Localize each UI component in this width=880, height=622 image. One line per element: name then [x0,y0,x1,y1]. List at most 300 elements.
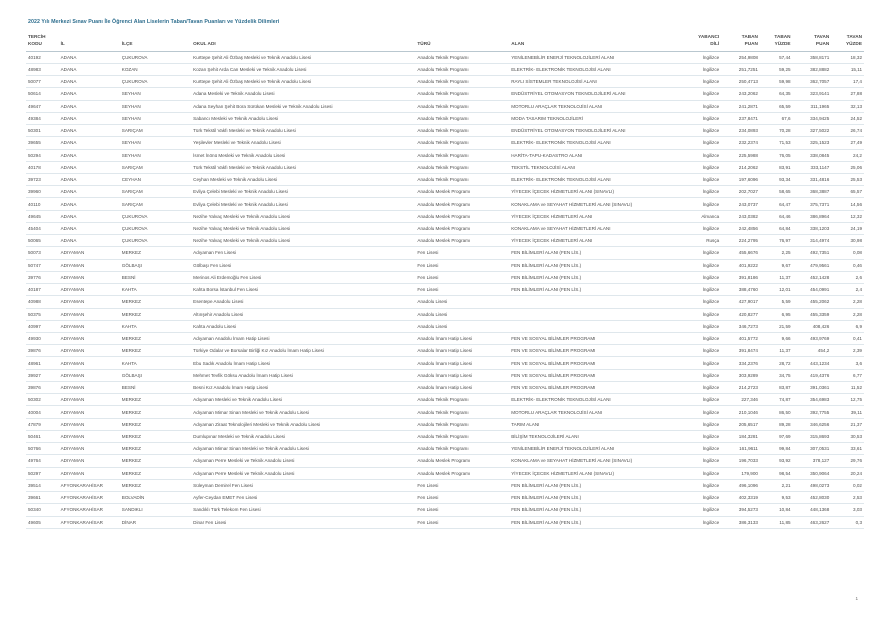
cell-ilce: KOZAN [120,63,191,75]
cell-tercih-kodu: 40004 [26,406,59,418]
cell-tercih-kodu: 50073 [26,247,59,259]
cell-turu: Anadolu İmam Hatip Lisesi [415,357,509,369]
cell-turu: Anadolu Teknik Programı [415,88,509,100]
column-header-tercih-kodu [26,33,59,51]
cell-il: ADIYAMAN [59,394,120,406]
cell-taban-yuzde: 59,25 [760,63,793,75]
cell-okul-adi: Sandıklı Türk Telekom Fen Lisesi [191,504,415,516]
table-row [26,222,864,234]
cell-yabanci-dili: İngilizce [682,333,721,345]
cell-okul-adi: Adana Mesleki ve Teknik Anadolu Lisesi [191,88,415,100]
cell-tavan-puan: 346,6256 [793,418,832,430]
cell-ilce: ÇUKUROVA [120,76,191,88]
cell-tavan-puan: 443,1234 [793,357,832,369]
cell-taban-yuzde: 83,87 [760,381,793,393]
table-row [26,198,864,210]
cell-tercih-kodu: 40178 [26,161,59,173]
cell-tavan-puan: 314,4974 [793,235,832,247]
cell-turu: Anadolu Meslek Programı [415,210,509,222]
cell-tercih-kodu: 50297 [26,467,59,479]
cell-turu: Anadolu Meslek Programı [415,186,509,198]
cell-yabanci-dili: İngilizce [682,492,721,504]
cell-yabanci-dili: İngilizce [682,100,721,112]
cell-okul-adi: Kahta Borsa İstanbul Fen Lisesi [191,284,415,296]
table-row [26,210,864,222]
cell-ilce: CEYHAN [120,173,191,185]
cell-okul-adi: Adıyaman Fen Lisesi [191,247,415,259]
cell-yabanci-dili: İngilizce [682,222,721,234]
cell-taban-puan: 303,9289 [721,369,760,381]
cell-okul-adi: Türkiye Odalar ve Borsalar Birliği Kız Anadolu İmam Hatip Lisesi [191,345,415,357]
cell-ilce: MERKEZ [120,394,191,406]
cell-tavan-puan: 419,4376 [793,369,832,381]
cell-il: ADANA [59,88,120,100]
cell-taban-yuzde: 9,66 [760,333,793,345]
cell-il: ADANA [59,198,120,210]
cell-ilce: MERKEZ [120,467,191,479]
cell-tavan-puan: 338,1203 [793,222,832,234]
cell-turu: Anadolu Meslek Programı [415,235,509,247]
cell-tavan-yuzde: 2,39 [831,345,864,357]
cell-alan: MODA TASARIM TEKNOLOJİLERİ [509,112,682,124]
scores-table [26,33,864,529]
cell-tavan-yuzde: 17,4 [831,76,864,88]
cell-turu: Fen Lisesi [415,479,509,491]
cell-okul-adi: Altınşehir Anadolu Lisesi [191,308,415,320]
table-header-row [26,33,864,51]
table-row [26,149,864,161]
table-header [26,33,864,51]
cell-yabanci-dili: Almanca [682,210,721,222]
cell-turu: Anadolu Teknik Programı [415,149,509,161]
cell-alan: FEN VE SOSYAL BİLİMLER PROGRAMI [509,345,682,357]
table-row [26,394,864,406]
cell-tercih-kodu: 49384 [26,112,59,124]
cell-turu: Anadolu Teknik Programı [415,406,509,418]
cell-taban-puan: 334,2376 [721,357,760,369]
cell-il: AFYONKARAHİSAR [59,479,120,491]
cell-tavan-puan: 452,1428 [793,271,832,283]
cell-alan: FEN VE SOSYAL BİLİMLER PROGRAMI [509,357,682,369]
cell-okul-adi: Kurttepe Şehit Ali Özbaş Mesleki ve Teknik Anadolu Lisesi [191,51,415,63]
cell-tavan-yuzde: 27,88 [831,88,864,100]
cell-tercih-kodu: 50301 [26,125,59,137]
cell-taban-puan: 386,3133 [721,516,760,528]
cell-il: ADANA [59,125,120,137]
cell-il: ADIYAMAN [59,345,120,357]
cell-il: ADIYAMAN [59,247,120,259]
cell-taban-puan: 401,9222 [721,259,760,271]
cell-taban-yuzde: 70,28 [760,125,793,137]
cell-taban-yuzde: 2,25 [760,247,793,259]
table-row [26,492,864,504]
cell-ilce: SARIÇAM [120,161,191,173]
cell-yabanci-dili: İngilizce [682,125,721,137]
cell-alan: FEN VE SOSYAL BİLİMLER PROGRAMI [509,333,682,345]
cell-okul-adi: Adıyaman Mesleki ve Teknik Anadolu Lisesi [191,394,415,406]
cell-taban-yuzde: 93,34 [760,173,793,185]
cell-il: ADIYAMAN [59,320,120,332]
cell-okul-adi: Kozan Şehit Arda Can Mesleki ve Teknik Anadolu Lisesi [191,63,415,75]
cell-taban-puan: 214,2723 [721,381,760,393]
cell-tavan-yuzde: 24,52 [831,112,864,124]
cell-yabanci-dili: İngilizce [682,186,721,198]
cell-alan: KONAKLAMA ve SEYAHAT HİZMETLERİ ALANI (SINAVLI) [509,198,682,210]
cell-yabanci-dili: İngilizce [682,284,721,296]
cell-alan: YENİLENEBİLİR ENERJİ TEKNOLOJİLERİ ALANI [509,51,682,63]
cell-okul-adi: Süleyman Demirel Fen Lisesi [191,479,415,491]
cell-turu: Anadolu Meslek Programı [415,222,509,234]
cell-tercih-kodu: 39960 [26,186,59,198]
cell-tercih-kodu: 49645 [26,210,59,222]
cell-okul-adi: Adıyaman Mimar Sinan Mesleki ve Teknik Anadolu Lisesi [191,406,415,418]
cell-tavan-puan: 382,8882 [793,63,832,75]
cell-ilce: MERKEZ [120,479,191,491]
cell-tavan-yuzde: 2,28 [831,308,864,320]
cell-alan: KONAKLAMA ve SEYAHAT HİZMETLERİ ALANI (SINAVLI) [509,455,682,467]
cell-taban-puan: 237,8471 [721,112,760,124]
table-row [26,100,864,112]
cell-taban-yuzde: 28,72 [760,357,793,369]
cell-taban-yuzde: 12,01 [760,284,793,296]
cell-okul-adi: Türk Tekstil Vakfı Mesleki ve Teknik Anadolu Lisesi [191,161,415,173]
cell-taban-yuzde: 74,87 [760,394,793,406]
cell-turu: Anadolu Teknik Programı [415,430,509,442]
cell-tavan-yuzde: 30,98 [831,235,864,247]
cell-taban-yuzde: 58,65 [760,186,793,198]
cell-turu: Anadolu Teknik Programı [415,173,509,185]
cell-tavan-puan: 454,0991 [793,284,832,296]
cell-taban-yuzde: 9,67 [760,259,793,271]
cell-okul-adi: Gölbaşı Fen Lisesi [191,259,415,271]
cell-taban-puan: 394,5273 [721,504,760,516]
cell-taban-yuzde: 83,91 [760,161,793,173]
cell-yabanci-dili: İngilizce [682,479,721,491]
cell-tavan-yuzde: 2,53 [831,492,864,504]
cell-alan: FEN BİLİMLERİ ALANI (FEN LİS.) [509,259,682,271]
cell-alan: TEKSTİL TEKNOLOJİSİ ALANI [509,161,682,173]
cell-tavan-puan: 455,2062 [793,296,832,308]
cell-okul-adi: Adana Seyhan Şehit Bora Sürükan Mesleki ve Teknik Anadolu Lisesi [191,100,415,112]
cell-ilce: SARIÇAM [120,125,191,137]
cell-tavan-yuzde: 30,53 [831,430,864,442]
cell-tavan-puan: 455,3359 [793,308,832,320]
cell-alan: ENDÜSTRİYEL OTOMASYON TEKNOLOJİLERİ ALANI [509,88,682,100]
cell-taban-puan: 241,2871 [721,100,760,112]
cell-il: ADIYAMAN [59,271,120,283]
cell-taban-yuzde: 9,53 [760,492,793,504]
cell-alan: ELEKTRİK- ELEKTRONİK TEKNOLOJİSİ ALANI [509,63,682,75]
cell-tercih-kodu: 39661 [26,492,59,504]
cell-turu: Anadolu Meslek Programı [415,455,509,467]
cell-yabanci-dili: İngilizce [682,443,721,455]
cell-tavan-puan: 454,2 [793,345,832,357]
cell-tavan-yuzde: 3,03 [831,504,864,516]
table-row [26,357,864,369]
column-header-line2: KODU [28,40,42,46]
cell-okul-adi: Ayfer-Ceydan EMET Fen Lisesi [191,492,415,504]
cell-il: AFYONKARAHİSAR [59,492,120,504]
cell-tercih-kodu: 39776 [26,271,59,283]
cell-tavan-puan: 378,127 [793,455,832,467]
cell-taban-puan: 197,6096 [721,173,760,185]
cell-yabanci-dili: İngilizce [682,357,721,369]
cell-il: ADIYAMAN [59,357,120,369]
cell-taban-yuzde: 64,84 [760,222,793,234]
cell-tavan-puan: 362,7057 [793,76,832,88]
cell-tavan-yuzde: 2,6 [831,271,864,283]
cell-ilce: MERKEZ [120,418,191,430]
cell-okul-adi: Nezihe Yalvaç Mesleki ve Teknik Anadolu Lisesi [191,210,415,222]
cell-taban-yuzde: 89,28 [760,418,793,430]
cell-tercih-kodu: 49930 [26,333,59,345]
cell-yabanci-dili: İngilizce [682,88,721,100]
cell-il: AFYONKARAHİSAR [59,516,120,528]
table-row [26,345,864,357]
cell-yabanci-dili: İngilizce [682,112,721,124]
cell-ilce: SARIÇAM [120,186,191,198]
cell-okul-adi: Ebu Sadık Anadolu İmam Hatip Lisesi [191,357,415,369]
cell-turu: Anadolu Meslek Programı [415,198,509,210]
cell-yabanci-dili: İngilizce [682,76,721,88]
cell-taban-yuzde: 93,92 [760,455,793,467]
column-header-il: İL [59,33,120,51]
cell-tavan-puan: 315,8693 [793,430,832,442]
table-row [26,406,864,418]
column-header-taban-puan [721,33,760,51]
cell-yabanci-dili: İngilizce [682,320,721,332]
cell-yabanci-dili: İngilizce [682,149,721,161]
cell-tercih-kodu: 48983 [26,63,59,75]
cell-tercih-kodu: 50077 [26,76,59,88]
cell-taban-puan: 250,4713 [721,76,760,88]
column-header-taban-yuzde [760,33,793,51]
cell-taban-yuzde: 86,50 [760,406,793,418]
table-row [26,63,864,75]
cell-ilce: GÖLBAŞI [120,369,191,381]
cell-turu: Anadolu Teknik Programı [415,100,509,112]
cell-taban-yuzde: 98,54 [760,467,793,479]
cell-tavan-yuzde: 6,9 [831,320,864,332]
cell-alan: TARIM ALANI [509,418,682,430]
cell-il: ADANA [59,210,120,222]
cell-ilce: BOLVADİN [120,492,191,504]
table-row [26,381,864,393]
cell-ilce: MERKEZ [120,430,191,442]
cell-tavan-yuzde: 0,46 [831,259,864,271]
cell-tavan-yuzde: 65,57 [831,186,864,198]
cell-alan: ELEKTRİK- ELEKTRONİK TEKNOLOJİSİ ALANI [509,394,682,406]
cell-alan: YİYECEK İÇECEK HİZMETLERİ ALANI [509,210,682,222]
cell-taban-puan: 420,8277 [721,308,760,320]
table-row [26,516,864,528]
cell-il: ADIYAMAN [59,443,120,455]
table-body [26,51,864,528]
cell-taban-yuzde: 64,35 [760,88,793,100]
cell-okul-adi: Kahta Anadolu Lisesi [191,320,415,332]
cell-tercih-kodu: 47879 [26,418,59,430]
cell-taban-yuzde: 2,21 [760,479,793,491]
cell-tavan-yuzde: 0,3 [831,516,864,528]
table-row [26,467,864,479]
cell-ilce: MERKEZ [120,406,191,418]
cell-il: ADIYAMAN [59,308,120,320]
cell-tavan-yuzde: 0,02 [831,479,864,491]
cell-ilce: MERKEZ [120,345,191,357]
cell-taban-puan: 202,7027 [721,186,760,198]
cell-okul-adi: Evliya Çelebi Mesleki ve Teknik Anadolu Lisesi [191,198,415,210]
cell-okul-adi: Merinos Ali Erdemoğlu Fen Lisesi [191,271,415,283]
cell-taban-yuzde: 21,59 [760,320,793,332]
cell-tavan-puan: 463,2627 [793,516,832,528]
cell-ilce: MERKEZ [120,443,191,455]
cell-yabanci-dili: İngilizce [682,394,721,406]
cell-okul-adi: Nezihe Yalvaç Mesleki ve Teknik Anadolu Lisesi [191,222,415,234]
cell-tercih-kodu: 40988 [26,296,59,308]
cell-okul-adi: Sabancı Mesleki ve Teknik Anadolu Lisesi [191,112,415,124]
cell-okul-adi: Besni Kız Anadolu İmam Hatip Lisesi [191,381,415,393]
cell-alan: BİLİŞİM TEKNOLOJİLERİ ALANI [509,430,682,442]
cell-tavan-yuzde: 24,2 [831,149,864,161]
cell-tavan-yuzde: 14,56 [831,198,864,210]
cell-taban-yuzde: 97,69 [760,430,793,442]
cell-ilce: MERKEZ [120,296,191,308]
cell-tercih-kodu: 50614 [26,88,59,100]
cell-taban-puan: 402,3319 [721,492,760,504]
table-row [26,296,864,308]
cell-yabanci-dili: İngilizce [682,296,721,308]
cell-alan: RAYLI SİSTEMLER TEKNOLOJİSİ ALANI [509,76,682,88]
cell-il: AFYONKARAHİSAR [59,504,120,516]
cell-okul-adi: Adıyaman Ziraat Teknolojileri Mesleki ve Teknik Anadolu Lisesi [191,418,415,430]
cell-tavan-yuzde: 11,52 [831,381,864,393]
cell-alan: YENİLENEBİLİR ENERJİ TEKNOLOJİLERİ ALANI [509,443,682,455]
cell-turu: Fen Lisesi [415,271,509,283]
cell-taban-yuzde: 11,37 [760,345,793,357]
cell-alan: FEN BİLİMLERİ ALANI (FEN LİS.) [509,271,682,283]
cell-taban-puan: 224,2795 [721,235,760,247]
cell-ilce: SEYHAN [120,149,191,161]
cell-tavan-puan: 354,6983 [793,394,832,406]
cell-tercih-kodu: 39514 [26,479,59,491]
cell-tavan-yuzde: 27,49 [831,137,864,149]
cell-alan: FEN VE SOSYAL BİLİMLER PROGRAMI [509,381,682,393]
cell-tavan-yuzde: 6,77 [831,369,864,381]
cell-yabanci-dili: İngilizce [682,345,721,357]
cell-tercih-kodu: 40187 [26,284,59,296]
cell-tavan-puan: 334,9425 [793,112,832,124]
cell-tavan-puan: 358,8171 [793,51,832,63]
cell-tercih-kodu: 40997 [26,320,59,332]
cell-turu: Fen Lisesi [415,516,509,528]
cell-ilce: MERKEZ [120,308,191,320]
cell-alan: MOTORLU ARAÇLAR TEKNOLOJİSİ ALANI [509,100,682,112]
cell-alan [509,320,682,332]
cell-taban-yuzde: 57,44 [760,51,793,63]
cell-tavan-yuzde: 18,32 [831,51,864,63]
cell-il: ADIYAMAN [59,259,120,271]
cell-okul-adi: Dumlupınar Mesleki ve Teknik Anadolu Lisesi [191,430,415,442]
cell-taban-yuzde: 10,84 [760,504,793,516]
cell-yabanci-dili: İngilizce [682,406,721,418]
cell-tavan-yuzde: 29,76 [831,455,864,467]
column-header-alan: ALAN [509,33,682,51]
cell-taban-yuzde: 11,37 [760,271,793,283]
cell-ilce: DİNAR [120,516,191,528]
cell-yabanci-dili: İngilizce [682,467,721,479]
table-row [26,88,864,100]
cell-turu: Anadolu Teknik Programı [415,51,509,63]
cell-taban-yuzde: 71,53 [760,137,793,149]
cell-ilce: KAHTA [120,320,191,332]
column-header-line2: PUAN [815,40,830,46]
cell-tavan-puan: 311,1965 [793,100,832,112]
cell-taban-yuzde: 99,84 [760,443,793,455]
cell-tavan-puan: 392,7755 [793,406,832,418]
cell-tavan-puan: 386,8964 [793,210,832,222]
cell-tavan-puan: 479,9561 [793,259,832,271]
cell-il: ADANA [59,63,120,75]
cell-yabanci-dili: İngilizce [682,504,721,516]
cell-taban-puan: 227,346 [721,394,760,406]
table-row [26,173,864,185]
cell-ilce: KAHTA [120,357,191,369]
cell-tercih-kodu: 39723 [26,173,59,185]
cell-turu: Anadolu Lisesi [415,320,509,332]
cell-okul-adi: Adıyaman Mimar Sinan Mesleki ve Teknik Anadolu Lisesi [191,443,415,455]
cell-taban-puan: 243,2062 [721,88,760,100]
cell-tavan-puan: 452,8030 [793,492,832,504]
cell-alan: FEN BİLİMLERİ ALANI (FEN LİS.) [509,516,682,528]
table-row [26,479,864,491]
cell-okul-adi: Nezihe Yalvaç Mesleki ve Teknik Anadolu Lisesi [191,235,415,247]
table-row [26,161,864,173]
cell-tavan-yuzde: 0,08 [831,247,864,259]
table-row [26,443,864,455]
cell-taban-puan: 427,9017 [721,296,760,308]
cell-yabanci-dili: İngilizce [682,271,721,283]
cell-tavan-puan: 391,0361 [793,381,832,393]
cell-yabanci-dili: İngilizce [682,173,721,185]
cell-tercih-kodu: 45404 [26,222,59,234]
cell-alan: FEN BİLİMLERİ ALANI (FEN LİS.) [509,492,682,504]
column-header-okul-adi: OKUL ADI [191,33,415,51]
cell-taban-yuzde: 67,6 [760,112,793,124]
table-row [26,186,864,198]
cell-taban-yuzde: 64,47 [760,198,793,210]
cell-alan: FEN BİLİMLERİ ALANI (FEN LİS.) [509,504,682,516]
table-row [26,333,864,345]
cell-turu: Anadolu İmam Hatip Lisesi [415,369,509,381]
cell-ilce: SANDIKLI [120,504,191,516]
cell-tavan-yuzde: 2,28 [831,296,864,308]
cell-tavan-puan: 331,4816 [793,173,832,185]
cell-alan: MOTORLU ARAÇLAR TEKNOLOJİSİ ALANI [509,406,682,418]
cell-yabanci-dili: İngilizce [682,381,721,393]
cell-turu: Fen Lisesi [415,247,509,259]
cell-alan: ELEKTRİK- ELEKTRONİK TEKNOLOJİSİ ALANI [509,137,682,149]
cell-yabanci-dili: İngilizce [682,430,721,442]
cell-il: ADIYAMAN [59,381,120,393]
cell-tercih-kodu: 50065 [26,235,59,247]
page-number: 1 [855,596,858,601]
cell-tavan-yuzde: 25,53 [831,173,864,185]
table-row [26,76,864,88]
cell-alan: FEN BİLİMLERİ ALANI (FEN LİS.) [509,284,682,296]
cell-ilce: MERKEZ [120,247,191,259]
cell-yabanci-dili: İngilizce [682,198,721,210]
column-header-tavan-puan [793,33,832,51]
